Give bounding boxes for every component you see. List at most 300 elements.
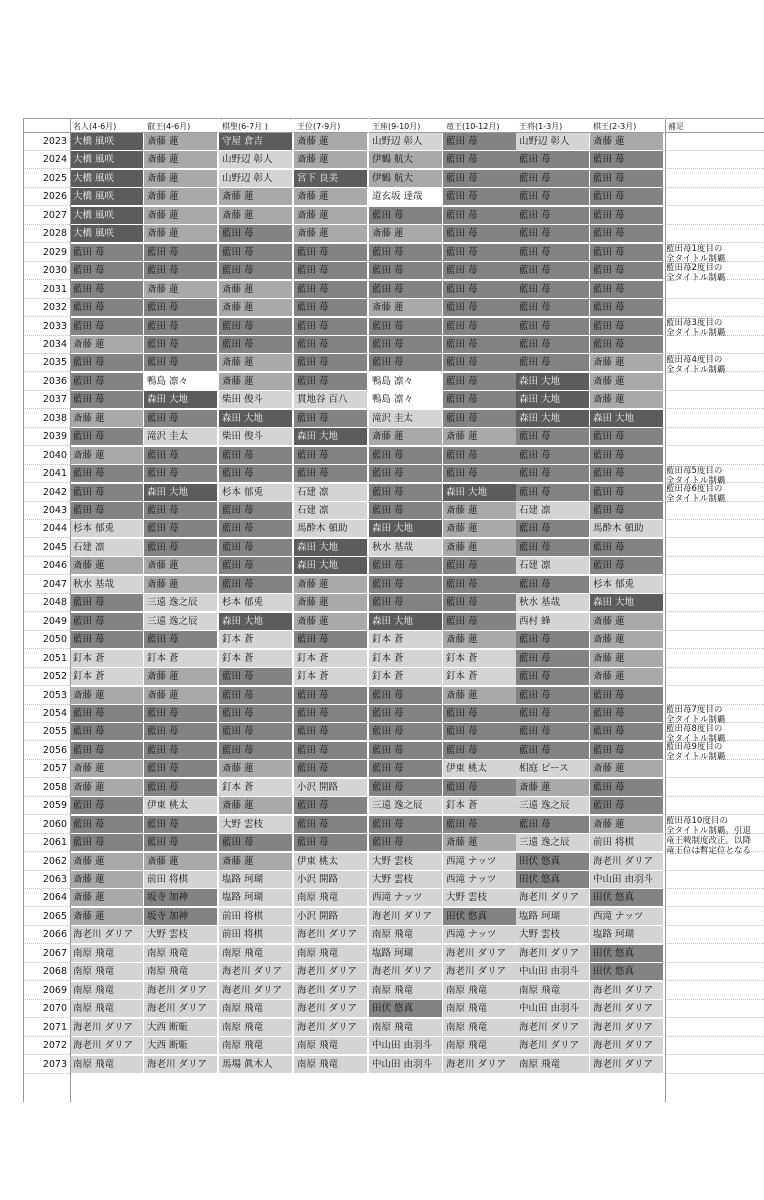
table-cell: 小沢 開路 [294,871,368,889]
year-label: 2059 [23,797,70,815]
table-cell: 藍田 苺 [144,354,218,372]
remark-note: 藍田苺5度目の 全タイトル制覇 [666,465,726,486]
table-cell: 藍田 苺 [590,705,664,723]
table-cell: 塩路 珂瑚 [369,945,443,963]
table-cell: 斎藤 蓮 [70,336,144,354]
table-cell: 藍田 苺 [516,539,590,557]
table-cell: 森田 大地 [516,373,590,391]
table-cell: 藍田 苺 [443,207,517,225]
column-header: 王将(1-3月) [516,118,590,133]
remarks-cell [665,668,764,686]
table-cell: 藍田 苺 [516,447,590,465]
table-cell: 海老川 ダリア [369,908,443,926]
table-cell: 斎藤 蓮 [144,207,218,225]
remarks-cell [665,557,764,575]
table-cell: 藍田 苺 [443,723,517,741]
table-cell: 森田 大地 [294,539,368,557]
table-cell: 南原 飛竜 [369,982,443,1000]
table-cell: 藍田 苺 [294,742,368,760]
table-cell: 藍田 苺 [144,262,218,280]
table-cell: 藍田 苺 [219,225,293,243]
table-cell: 大橋 風咲 [70,170,144,188]
table-cell: 海老川 ダリア [70,1019,144,1037]
year-label: 2043 [23,502,70,520]
table-cell: 斎藤 蓮 [70,779,144,797]
table-cell: 秋水 基哉 [516,594,590,612]
table-cell: 斎藤 蓮 [219,281,293,299]
table-cell: 藍田 苺 [590,465,664,483]
year-label: 2056 [23,742,70,760]
table-cell: 森田 大地 [294,428,368,446]
table-cell: 斎藤 蓮 [219,299,293,317]
table-cell: 海老川 ダリア [590,853,664,871]
table-cell: 秋水 基哉 [70,576,144,594]
table-cell: 斎藤 蓮 [590,613,664,631]
table-cell: 石建 凛 [516,502,590,520]
table-cell: 藍田 苺 [70,318,144,336]
table-cell: 藍田 苺 [590,779,664,797]
table-cell: 前田 将棋 [219,908,293,926]
table-cell: 藍田 苺 [590,281,664,299]
table-cell: 海老川 ダリア [219,963,293,981]
table-cell: 藍田 苺 [443,281,517,299]
table-cell: 南原 飛竜 [443,982,517,1000]
table-cell: 藍田 苺 [369,557,443,575]
table-cell: 西村 蜂 [516,613,590,631]
table-cell: 大野 雲枝 [516,926,590,944]
remarks-cell [665,373,764,391]
table-cell: 藍田 苺 [144,539,218,557]
table-cell: 藍田 苺 [516,723,590,741]
table-cell: 田伏 悠真 [590,963,664,981]
table-cell: 大野 雲枝 [369,871,443,889]
table-cell: 南原 飛竜 [294,889,368,907]
table-cell: 山野辺 彰人 [369,133,443,151]
table-cell: 藍田 苺 [369,576,443,594]
table-cell: 南原 飛竜 [70,945,144,963]
table-cell: 藍田 苺 [219,834,293,852]
title-history-table [23,118,764,1102]
table-cell: 藍田 苺 [369,447,443,465]
header-corner [23,118,70,133]
table-cell: 藍田 苺 [144,779,218,797]
table-cell: 相庭 ピース [516,760,590,778]
table-cell: 斎藤 蓮 [219,760,293,778]
table-cell: 藍田 苺 [70,631,144,649]
table-cell: 藍田 苺 [516,299,590,317]
table-cell: 斎藤 蓮 [144,151,218,169]
table-cell: 斎藤 蓮 [294,207,368,225]
remark-note: 藍田苺9度目の 全タイトル制覇 [666,742,726,763]
remarks-cell [665,188,764,206]
table-cell: 藍田 苺 [70,391,144,409]
table-cell: 斎藤 蓮 [144,281,218,299]
table-cell: 中山田 由羽斗 [516,963,590,981]
table-cell: 藍田 苺 [70,428,144,446]
remarks-cell [665,687,764,705]
table-cell: 藍田 苺 [144,723,218,741]
remarks-cell [665,594,764,612]
table-cell: 藍田 苺 [70,373,144,391]
table-cell: 中山田 由羽斗 [590,871,664,889]
table-cell: 斎藤 蓮 [294,151,368,169]
table-cell: 藍田 苺 [516,742,590,760]
table-cell: 藍田 苺 [590,428,664,446]
table-cell: 山野辺 彰人 [219,170,293,188]
remarks-cell [665,410,764,428]
year-label: 2049 [23,613,70,631]
table-cell: 藍田 苺 [144,742,218,760]
table-cell: 藍田 苺 [70,816,144,834]
remarks-cell [665,428,764,446]
table-cell: 釘本 蒼 [219,779,293,797]
remarks-cell [665,502,764,520]
table-cell: 斎藤 蓮 [590,354,664,372]
table-cell: 藍田 苺 [369,281,443,299]
year-label: 2037 [23,391,70,409]
table-cell: 秋水 基哉 [369,539,443,557]
table-cell: 釘本 蒼 [369,668,443,686]
table-cell: 斎藤 蓮 [70,853,144,871]
table-cell: 釘本 蒼 [294,650,368,668]
table-cell: 森田 大地 [369,520,443,538]
table-cell: 中山田 由羽斗 [369,1037,443,1055]
remarks-cell [665,520,764,538]
table-cell: 斎藤 蓮 [516,779,590,797]
year-label: 2048 [23,594,70,612]
table-cell: 三遠 逸之辰 [516,834,590,852]
table-cell: 藍田 苺 [369,336,443,354]
table-cell: 滝沢 圭太 [369,410,443,428]
table-cell: 藍田 苺 [144,299,218,317]
table-cell: 藍田 苺 [70,834,144,852]
table-cell: 藍田 苺 [516,668,590,686]
table-cell: 藍田 苺 [144,244,218,262]
table-cell: 海老川 ダリア [443,945,517,963]
table-cell: 宮下 良美 [294,170,368,188]
year-label: 2040 [23,447,70,465]
table-cell: 藍田 苺 [516,207,590,225]
table-cell: 釘本 蒼 [369,650,443,668]
table-cell: 南原 飛竜 [70,963,144,981]
table-cell: 海老川 ダリア [70,1037,144,1055]
table-cell: 鴨島 凛々 [369,391,443,409]
table-cell: 藍田 苺 [369,244,443,262]
table-cell: 斎藤 蓮 [590,373,664,391]
table-cell: 藍田 苺 [294,816,368,834]
table-cell: 斎藤 蓮 [70,557,144,575]
table-cell: 藍田 苺 [219,318,293,336]
table-cell: 斎藤 蓮 [219,207,293,225]
table-cell: 斎藤 蓮 [590,816,664,834]
year-label: 2068 [23,963,70,981]
table-cell: 藍田 苺 [369,354,443,372]
remarks-cell [665,963,764,981]
table-cell: 石建 凛 [294,484,368,502]
year-label: 2062 [23,853,70,871]
year-label: 2044 [23,520,70,538]
year-label: 2032 [23,299,70,317]
table-cell: 海老川 ダリア [443,1056,517,1074]
table-cell: 藍田 苺 [443,133,517,151]
table-cell: 藍田 苺 [443,262,517,280]
table-cell: 藍田 苺 [144,705,218,723]
table-cell: 藍田 苺 [144,834,218,852]
table-cell: 藍田 苺 [294,318,368,336]
table-cell: 前田 将棋 [144,871,218,889]
table-cell: 海老川 ダリア [219,982,293,1000]
table-cell: 大橋 風咲 [70,188,144,206]
table-cell: 田伏 悠真 [369,1000,443,1018]
remarks-cell [665,207,764,225]
table-cell: 藍田 苺 [369,502,443,520]
table-cell: 藍田 苺 [590,797,664,815]
table-cell: 藍田 苺 [144,631,218,649]
table-cell: 斎藤 蓮 [70,871,144,889]
remarks-cell [665,982,764,1000]
table-cell: 藍田 苺 [590,188,664,206]
table-cell: 藍田 苺 [144,520,218,538]
table-cell: 藍田 苺 [70,705,144,723]
table-cell: 藍田 苺 [219,465,293,483]
table-cell: 藍田 苺 [443,225,517,243]
remarks-cell [665,391,764,409]
table-cell: 藍田 苺 [369,594,443,612]
table-cell: 西滝 ナッツ [369,889,443,907]
table-cell: 海老川 ダリア [590,1019,664,1037]
table-cell: 海老川 ダリア [70,926,144,944]
table-cell: 斎藤 蓮 [369,225,443,243]
table-cell: 海老川 ダリア [294,982,368,1000]
table-cell: 斎藤 蓮 [443,631,517,649]
column-rule [23,118,24,1102]
table-cell: 田伏 悠真 [443,908,517,926]
table-cell: 南原 飛竜 [144,945,218,963]
table-cell: 藍田 苺 [369,262,443,280]
remark-note: 藍田苺3度目の 全タイトル制覇 [666,318,726,338]
table-cell: 藍田 苺 [369,207,443,225]
table-cell: 斎藤 蓮 [219,853,293,871]
table-cell: 塩路 珂瑚 [219,889,293,907]
year-label: 2053 [23,687,70,705]
table-cell: 森田 大地 [144,391,218,409]
table-cell: 藍田 苺 [590,170,664,188]
table-cell: 斎藤 蓮 [144,225,218,243]
table-cell: 斎藤 蓮 [219,354,293,372]
year-label: 2046 [23,557,70,575]
table-cell: 大西 断駈 [144,1037,218,1055]
table-cell: 藍田 苺 [590,502,664,520]
table-cell: 藍田 苺 [443,465,517,483]
remarks-cell [665,926,764,944]
table-cell: 大橋 風咲 [70,133,144,151]
table-cell: 田伏 悠真 [516,871,590,889]
table-cell: 斎藤 蓮 [590,391,664,409]
table-cell: 藍田 苺 [443,705,517,723]
table-cell: 藍田 苺 [294,281,368,299]
table-cell: 南原 飛竜 [443,1000,517,1018]
table-cell: 藍田 苺 [70,594,144,612]
table-cell: 南原 飛竜 [443,1019,517,1037]
table-cell: 西滝 ナッツ [443,871,517,889]
table-cell: 馬酔木 頓助 [590,520,664,538]
table-cell: 藍田 苺 [144,816,218,834]
table-cell: 石建 凛 [294,502,368,520]
year-label: 2030 [23,262,70,280]
table-cell: 西滝 ナッツ [590,908,664,926]
table-cell: 三遠 逸之辰 [144,613,218,631]
table-cell: 田伏 悠真 [590,945,664,963]
table-cell: 馬場 眞木人 [219,1056,293,1074]
table-cell: 田伏 悠真 [590,889,664,907]
table-cell: 藍田 苺 [219,668,293,686]
table-cell: 斎藤 蓮 [70,908,144,926]
table-cell: 斎藤 蓮 [443,520,517,538]
table-cell: 斎藤 蓮 [144,668,218,686]
table-cell: 鴨島 凛々 [369,373,443,391]
table-cell: 南原 飛竜 [294,1037,368,1055]
table-cell: 藍田 苺 [294,687,368,705]
table-cell: 斎藤 蓮 [590,650,664,668]
year-label: 2036 [23,373,70,391]
remarks-cell [665,299,764,317]
year-label: 2052 [23,668,70,686]
table-cell: 藍田 苺 [443,373,517,391]
table-cell: 斎藤 蓮 [443,834,517,852]
table-cell: 海老川 ダリア [144,982,218,1000]
table-cell: 釘本 蒼 [443,797,517,815]
table-cell: 前田 将棋 [219,926,293,944]
table-cell: 藍田 苺 [369,816,443,834]
table-cell: 藍田 苺 [516,225,590,243]
remarks-cell [665,889,764,907]
table-cell: 藍田 苺 [443,354,517,372]
table-cell: 前田 将棋 [590,834,664,852]
year-label: 2031 [23,281,70,299]
table-cell: 藍田 苺 [443,816,517,834]
table-cell: 藍田 苺 [219,557,293,575]
table-cell: 海老川 ダリア [516,1037,590,1055]
table-cell: 藍田 苺 [369,779,443,797]
year-label: 2029 [23,244,70,262]
table-cell: 柴田 俊斗 [219,428,293,446]
remarks-cell [665,151,764,169]
table-cell: 伊鶴 航大 [369,151,443,169]
table-cell: 藍田 苺 [443,170,517,188]
table-cell: 藍田 苺 [443,613,517,631]
table-cell: 藍田 苺 [294,299,368,317]
table-cell: 南原 飛竜 [219,1000,293,1018]
table-cell: 海老川 ダリア [590,1037,664,1055]
table-cell: 西滝 ナッツ [443,926,517,944]
table-cell: 山野辺 彰人 [219,151,293,169]
table-cell: 鴨島 凛々 [144,373,218,391]
table-cell: 南原 飛竜 [294,945,368,963]
table-cell: 中山田 由羽斗 [369,1056,443,1074]
table-cell: 南原 飛竜 [369,1019,443,1037]
table-cell: 藍田 苺 [144,447,218,465]
table-cell: 藍田 苺 [590,557,664,575]
table-cell: 南原 飛竜 [443,1037,517,1055]
year-label: 2042 [23,484,70,502]
year-label: 2051 [23,650,70,668]
table-cell: 釘本 蒼 [144,650,218,668]
table-cell: 藍田 苺 [219,539,293,557]
table-cell: 藍田 苺 [516,705,590,723]
table-cell: 藍田 苺 [516,151,590,169]
table-cell: 塩路 珂瑚 [516,908,590,926]
table-cell: 斎藤 蓮 [144,687,218,705]
year-label: 2033 [23,318,70,336]
table-cell: 藍田 苺 [516,428,590,446]
table-cell: 藍田 苺 [443,336,517,354]
remark-note: 藍田苺4度目の 全タイトル制覇 [666,354,726,375]
table-cell: 藍田 苺 [516,354,590,372]
remarks-cell [665,613,764,631]
year-label: 2058 [23,779,70,797]
table-cell: 斎藤 蓮 [590,668,664,686]
table-cell: 森田 大地 [144,484,218,502]
table-cell: 藍田 苺 [369,465,443,483]
table-cell: 藍田 苺 [294,834,368,852]
table-cell: 南原 飛竜 [144,963,218,981]
table-cell: 海老川 ダリア [516,1019,590,1037]
table-cell: 藍田 苺 [443,742,517,760]
table-cell: 釘本 蒼 [219,650,293,668]
table-cell: 田伏 悠真 [516,853,590,871]
table-cell: 大橋 風咲 [70,151,144,169]
table-cell: 伊東 桃太 [443,760,517,778]
table-cell: 藍田 苺 [219,520,293,538]
column-header: 竜王(10-12月) [443,118,517,133]
column-header: 王座(9-10月) [369,118,443,133]
table-cell: 斎藤 蓮 [443,428,517,446]
table-cell: 小沢 開路 [294,779,368,797]
year-label: 2038 [23,410,70,428]
table-cell: 藍田 苺 [516,465,590,483]
year-label: 2039 [23,428,70,446]
remarks-cell [665,760,764,778]
column-header: 名人(4-6月) [70,118,144,133]
table-cell: 藍田 苺 [590,742,664,760]
table-cell: 藍田 苺 [219,705,293,723]
table-cell: 藍田 苺 [516,816,590,834]
table-cell: 藍田 苺 [294,244,368,262]
year-label: 2027 [23,207,70,225]
remarks-cell [665,539,764,557]
table-cell: 藍田 苺 [590,151,664,169]
table-cell: 藍田 苺 [590,484,664,502]
table-cell: 藍田 苺 [219,687,293,705]
year-label: 2047 [23,576,70,594]
table-cell: 藍田 苺 [516,318,590,336]
year-label: 2023 [23,133,70,151]
remarks-cell [665,170,764,188]
table-cell: 藍田 苺 [294,465,368,483]
table-cell: 海老川 ダリア [590,1056,664,1074]
remarks-cell [665,576,764,594]
table-cell: 斎藤 蓮 [70,687,144,705]
table-cell: 海老川 ダリア [369,963,443,981]
table-cell: 斎藤 蓮 [590,760,664,778]
table-cell: 柴田 俊斗 [219,391,293,409]
table-cell: 斎藤 蓮 [294,188,368,206]
table-cell: 釘本 蒼 [294,668,368,686]
table-cell: 海老川 ダリア [516,889,590,907]
table-cell: 伊東 桃太 [294,853,368,871]
remarks-cell [665,1000,764,1018]
remarks-cell [665,447,764,465]
